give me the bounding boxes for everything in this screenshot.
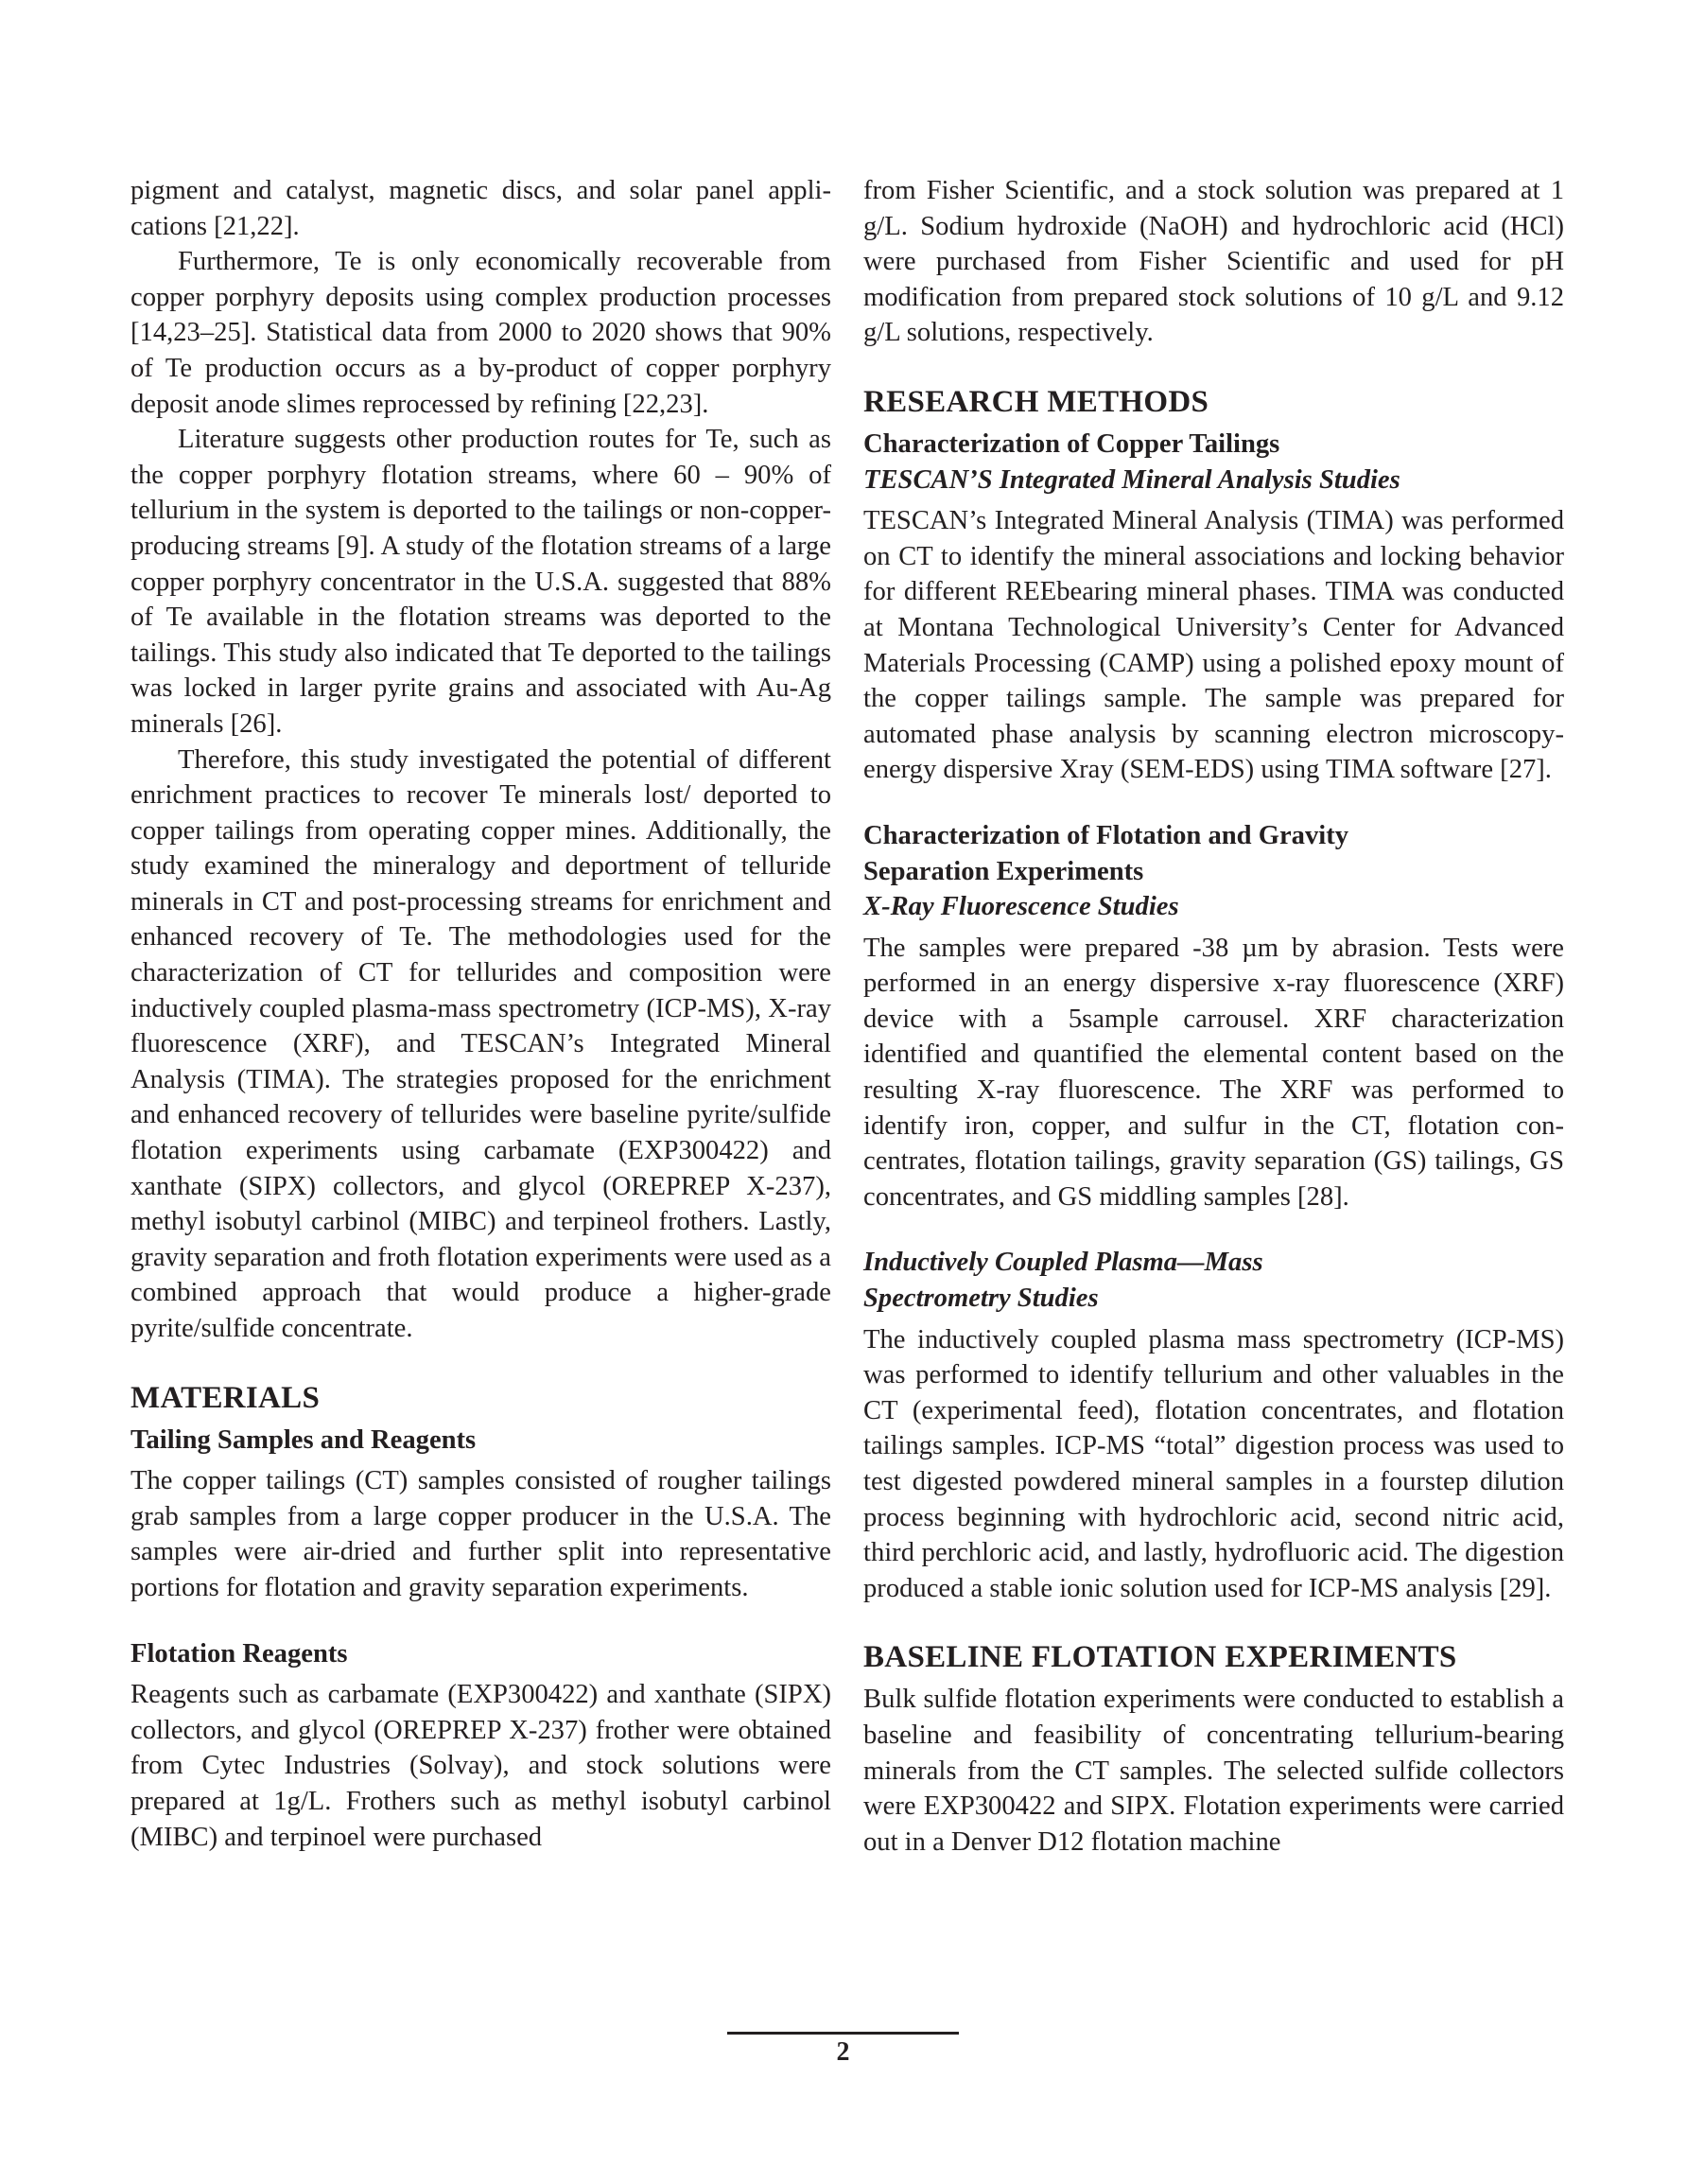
right-column xyxy=(863,173,1564,1860)
paragraph-tailing-samples: The copper tailings (CT) samples consisted of rougher tailings grab samples from a large copper producer in the U.S.A. The samples were air-dried and further split into representative portions for flotation and gravity separation experiments. xyxy=(130,1466,831,1602)
paragraph-applications: pigment and catalyst, magnetic discs, and solar panel applications [21,22]. xyxy=(130,176,831,241)
subsubsection-heading-tima: TESCAN’S Integrated Mineral Analysis Studies xyxy=(863,464,1400,495)
paragraph-te-recovery: Furthermore, Te is only economically recoverable from copper porphyry deposits using complex production processes [14,23–25]. Statistical data from 2000 to 2020 shows that 90% of Te production occurs as a by-product of copper porphyry deposit anode slimes reprocessed by refining [22,23]. xyxy=(130,247,831,419)
footer-rule xyxy=(727,2032,959,2035)
heading-line: Characterization of Flotation and Gravity xyxy=(863,820,1349,850)
paragraph-xrf: The samples were prepared -38 µm by abrasion. Tests were performed in an energy dispersive x-ray fluorescence (XRF) device with a 5sample carrousel. XRF characterization identified and quantified the elemental content based on the resulting X-ray fluorescence. The XRF was performed to identify iron, copper, and sulfur in the CT, flotation concentrates, flotation tailings, gravity separation (GS) tailings, GS concentrates, and GS middling samples [28]. xyxy=(863,933,1564,1212)
page-number: 2 xyxy=(836,2037,850,2067)
heading-line: Inductively Coupled Plasma—Mass xyxy=(863,1248,1263,1278)
subsection-heading-characterization-copper: Characterization of Copper Tailings xyxy=(863,428,1280,459)
paragraph-flotation-reagents: Reagents such as carbamate (EXP300422) and xanthate (SIPX) collectors, and glycol (OREPREP X-237) frother were obtained from Cytec Industries (Solvay), and stock solutions were prepared at 1g/L. Frothers such as methyl isobutyl carbinol (MIBC) and terpinoel were purchased xyxy=(130,1680,831,1852)
subsubsection-heading-icp-ms xyxy=(863,1245,1564,1316)
subsection-heading-flotation-reagents: Flotation Reagents xyxy=(130,1638,348,1669)
heading-line: Separation Experiments xyxy=(863,856,1144,886)
subsubsection-heading-xrf: X-Ray Fluorescence Studies xyxy=(863,892,1179,922)
paragraph-study-purpose: Therefore, this study investigated the potential of different enrichment practices to recover Te minerals lost/ deported to copper tailings from operating copper mines. Additionally, the study examined the mineralogy and deportment of telluride minerals in CT and post-processing streams for enrichment and enhanced recovery of Te. The methodologies used for the characterization of CT for tellurides and composition were inductively coupled plasma-mass spectrometry (ICP-MS), X-ray fluorescence (XRF), and TESCAN’s Integrated Mineral Analysis (TIMA). The strategies proposed for the enrichment and enhanced recovery of tellurides were baseline pyrite/sulfide flotation experiments using carbamate (EXP300422) and xanthate (SIPX) collectors, and glycol (OREPREP X-237), methyl isobutyl carbinol (MIBC) and terpineol frothers. Lastly, gravity separation and froth flotation experiments were used as a combined approach that would produce a higher-grade pyrite/sulfide concentrate. xyxy=(130,744,831,1343)
paragraph-baseline-flotation: Bulk sulfide flotation experiments were conducted to establish a baseline and feasibility of concentrating tellurium-bearing minerals from the CT samples. The selected sulfide collectors were EXP300422 and SIPX. Flotation experiments were carried out in a Denver D12 flotation machine xyxy=(863,1685,1564,1857)
paragraph-literature: Literature suggests other production routes for Te, such as the copper porphyry flotation streams, where 60 – 90% of tellurium in the system is deported to the tailings or non-copper-producing streams [9]. A study of the flotation streams of a large copper porphyry concentrator in the U.S.A. suggested that 88% of Te available in the flotation streams was deported to the tailings. This study also indicated that Te deported to the tailings was locked in larger pyrite grains and associated with Au-Ag minerals [26]. xyxy=(130,425,831,739)
paragraph-fisher-scientific: from Fisher Scientific, and a stock solution was prepared at 1 g/L. Sodium hydroxide (NaOH) and hydrochloric acid (HCl) were purchased from Fisher Scientific and used for pH modification from prepared stock solutions of 10 g/L and 9.12 g/L solutions, respectively. xyxy=(863,176,1564,348)
paragraph-icp-ms: The inductively coupled plasma mass spectrometry (ICP-MS) was performed to identify tellurium and other valuables in the CT (experimental feed), flotation concentrates, and flotation tailings samples. ICP-MS “total” digestion process was used to test digested powdered mineral samples in a fourstep dilution process beginning with hydrochloric acid, second nitric acid, third perchloric acid, and lastly, hydrofluoric acid. The digestion produced a stable ionic solution used for ICP-MS analysis [29]. xyxy=(863,1324,1564,1603)
left-column xyxy=(130,173,831,1855)
section-heading-research-methods: RESEARCH METHODS xyxy=(863,384,1209,419)
paragraph-tima: TESCAN’s Integrated Mineral Analysis (TIMA) was performed on CT to identify the mineral associations and locking behavior for different REEbearing mineral phases. TIMA was conducted at Montana Technological University’s Center for Advanced Materials Processing (CAMP) using a polished epoxy mount of the copper tailings sample. The sample was prepared for automated phase analysis by scanning electron microscopy-energy dispersive Xray (SEM-EDS) using TIMA software [27]. xyxy=(863,506,1564,785)
section-heading-baseline-flotation: BASELINE FLOTATION EXPERIMENTS xyxy=(863,1640,1457,1675)
section-heading-materials: MATERIALS xyxy=(130,1380,321,1415)
subsection-heading-characterization-flotation xyxy=(863,818,1564,889)
subsection-heading-tailing-samples: Tailing Samples and Reagents xyxy=(130,1424,477,1455)
heading-line: Spectrometry Studies xyxy=(863,1284,1099,1314)
